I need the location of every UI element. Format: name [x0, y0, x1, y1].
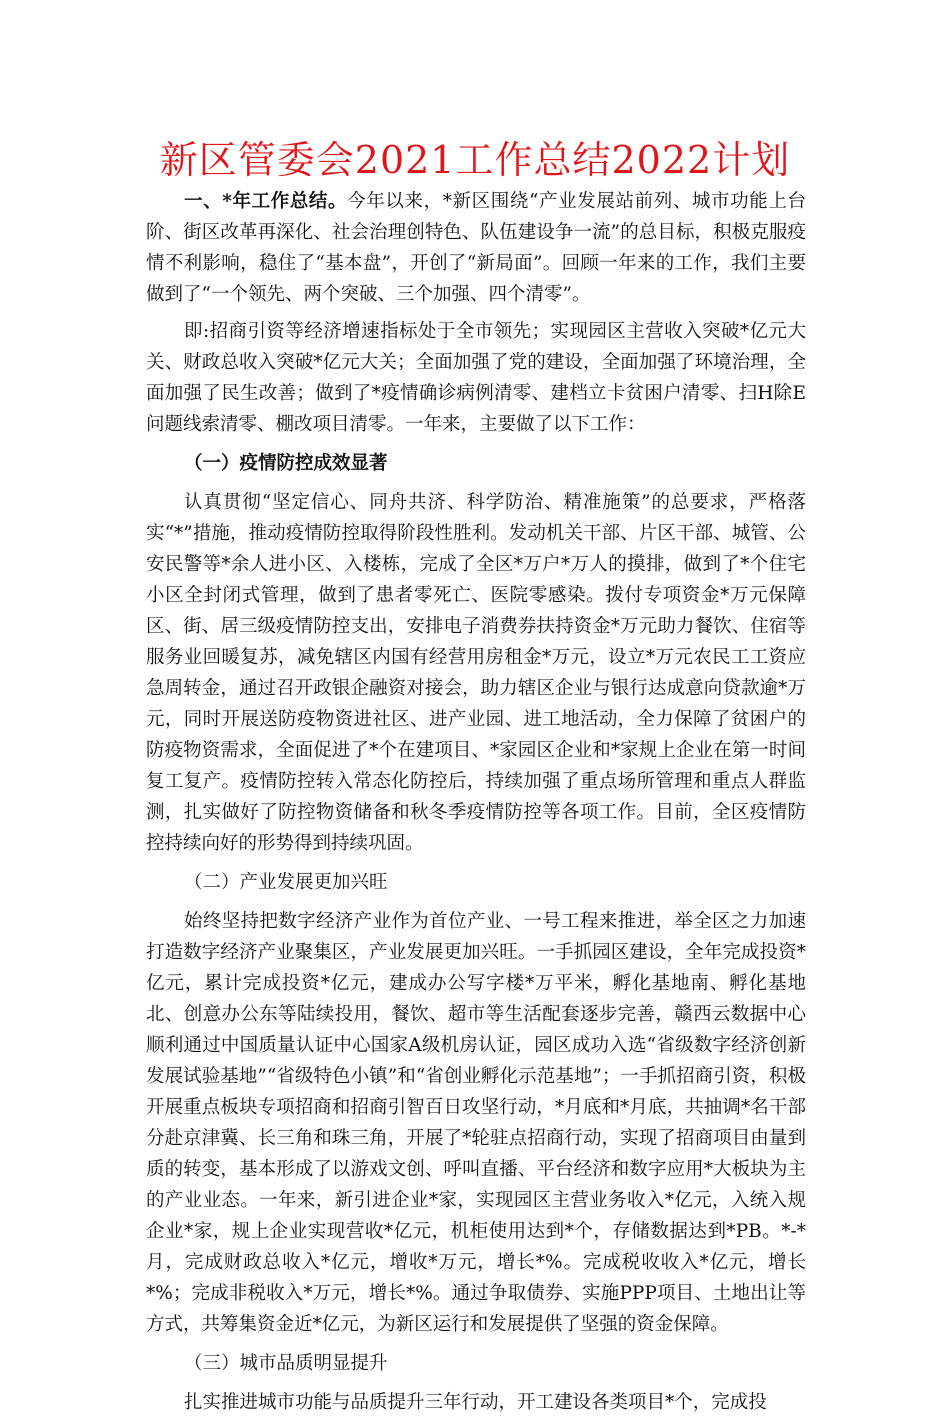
- section2-paragraph: 始终坚持把数字经济产业作为首位产业、一号工程来推进，举全区之力加速打造数字经济产业聚集区，产业发展更加兴旺。一手抓园区建设，全年完成投资*亿元，累计完成投资*亿元，建成办公写字楼*万平米，孵化基地南、孵化基地北、创意办公东等陆续投用，餐饮、超市等生活配套逐步完善，赣西云数据中心顺利通过中国质量认证中心国家A级机房认证，园区成功入选“省级数字经济创新发展试验基地”“省级特色小镇”和“省创业孵化示范基地”；一手抓招商引资，积极开展重点板块专项招商和招商引智百日攻坚行动，*月底和*月底，共抽调*名干部分赴京津冀、长三角和珠三角，开展了*轮驻点招商行动，实现了招商项目由量到质的转变，基本形成了以游戏文创、呼叫直播、平台经济和数字应用*大板块为主的产业业态。一年来，新引进企业*家，实现园区主营业务收入*亿元，入统入规企业*家，规上企业实现营收*亿元，机柜使用达到*个，存储数据达到*PB。*-*月，完成财政总收入*亿元，增收*万元，增长*%。完成税收收入*亿元，增长*%；完成非税收入*万元，增长*%。通过争取债券、实施PPP项目、土地出让等方式，共筹集资金近*亿元，为新区运行和发展提供了坚强的资金保障。: [146, 911, 806, 1335]
- section3-paragraph: 扎实推进城市功能与品质提升三年行动，开工建设各类项目*个，完成投: [184, 1392, 767, 1413]
- document-title: 新区管委会2021工作总结2022计划: [159, 138, 791, 182]
- document-body: [146, 186, 806, 1418]
- section1-heading: （一）疫情防控成效显著: [184, 453, 388, 474]
- section1-paragraph: 认真贯彻“坚定信心、同舟共济、科学防治、精准施策”的总要求，严格落实“*”措施，推动疫情防控取得阶段性胜利。发动机关干部、片区干部、城管、公安民警等*余人进小区、入楼栋，完成了全区*万户*万人的摸排，做到了*个住宅小区全封闭式管理，做到了患者零死亡、医院零感染。拨付专项资金*万元保障区、街、居三级疫情防控支出，安排电子消费券扶持资金*万元助力餐饮、住宿等服务业回暖复苏，减免辖区内国有经营用房租金*万元，设立*万元农民工工资应急周转金，通过召开政银企融资对接会，助力辖区企业与银行达成意向贷款逾*万元，同时开展送防疫物资进社区、进产业园、进工地活动，全力保障了贫困户的防疫物资需求，全面促进了*个在建项目、*家园区企业和*家规上企业在第一时间复工复产。疫情防控转入常态化防控后，持续加强了重点场所管理和重点人群监测，扎实做好了防控物资储备和秋冬季疫情防控等各项工作。目前，全区疫情防控持续向好的形势得到持续巩固。: [146, 492, 806, 854]
- intro-lead: 一、*年工作总结。: [184, 191, 348, 212]
- summary-paragraph: 即:招商引资等经济增速指标处于全市领先；实现园区主营收入突破*亿元大关、财政总收入突破*亿元大关；全面加强了党的建设，全面加强了环境治理，全面加强了民生改善；做到了*疫情确诊病例清零、建档立卡贫困户清零、扫H除E问题线索清零、棚改项目清零。一年来，主要做了以下工作：: [146, 321, 806, 435]
- section2-heading: （二）产业发展更加兴旺: [184, 872, 388, 893]
- intro-text: 今年以来，*新区围绕“产业发展站前列、城市功能上台阶、街区改革再深化、社会治理创特色、队伍建设争一流”的总目标，积极克服疫情不利影响，稳住了“基本盘”，开创了“新局面”。回顾一年来的工作，我们主要做到了“一个领先、两个突破、三个加强、四个清零”。: [146, 191, 806, 305]
- section3-heading: （三）城市品质明显提升: [184, 1353, 388, 1374]
- intro-paragraph: [146, 186, 806, 310]
